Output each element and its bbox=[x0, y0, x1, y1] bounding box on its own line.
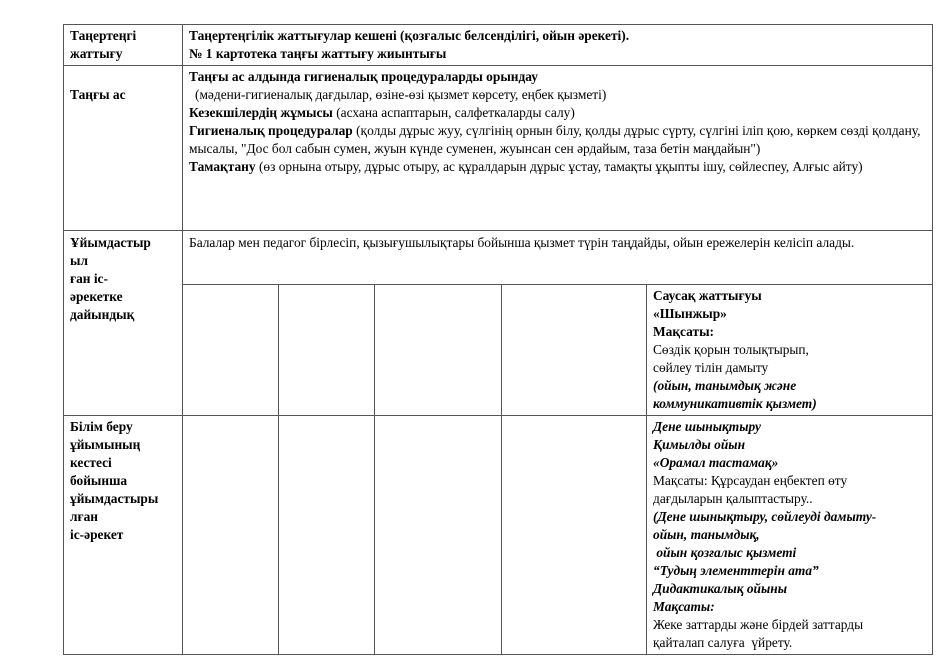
label-organized-activity: Білім беру ұйымының кестесі бойынша ұйымдастыры лған іс-әрекет bbox=[64, 416, 183, 655]
empty-cell bbox=[375, 285, 502, 416]
finger-exercise-goal: Сөздік қорын толықтырып, bbox=[653, 342, 809, 357]
activity-line: Жеке заттарды және бірдей заттарды bbox=[653, 617, 864, 632]
row-preparation-activities bbox=[64, 285, 933, 416]
activity-line: дағдыларын қалыптастыру.. bbox=[653, 491, 813, 506]
activity-line: «Орамал тастамақ» bbox=[653, 455, 779, 470]
breakfast-eating: Тамақтану (өз орнына отыру, дұрыс отыру, ас құралдарын дұрыс ұстау, тамақты ұқыпты ішу, сөйлеспеу, Алғыс айту) bbox=[189, 159, 863, 174]
finger-exercise-title: Саусақ жаттығуы bbox=[653, 288, 762, 303]
activity-line: Дидактикалық ойыны bbox=[653, 581, 788, 596]
label-preparation: Ұйымдастыр ыл ған іс- әрекетке дайындық bbox=[64, 231, 183, 416]
activity-line: Мақсаты: bbox=[653, 599, 715, 614]
finger-exercise-activity: (ойын, танымдық және bbox=[653, 378, 797, 393]
finger-exercise-name: «Шынжыр» bbox=[653, 306, 727, 321]
activity-line: Қимылды ойын bbox=[653, 437, 746, 452]
empty-cell bbox=[502, 285, 647, 416]
breakfast-hygiene-heading: Таңғы ас алдында гигиеналық процедураларды орындау bbox=[189, 69, 538, 84]
organized-activity-cell bbox=[647, 416, 933, 655]
preparation-text: Балалар мен педагог бірлесіп, қызығушылықтары бойынша қызмет түрін таңдайды, ойын ережелерін келісіп алады. bbox=[183, 231, 933, 285]
empty-cell bbox=[279, 416, 375, 655]
label-morning-exercise: Таңертеңгі жаттығу bbox=[64, 25, 183, 66]
activity-line: Дене шынықтыру bbox=[653, 419, 761, 434]
row-preparation bbox=[64, 231, 933, 285]
activity-line: “Тудың элементтерін ата” bbox=[653, 563, 819, 578]
finger-exercise-goal-label: Мақсаты: bbox=[653, 324, 714, 339]
morning-exercise-title: Таңертеңгілік жаттығулар кешені (қозғалыс белсенділігі, ойын әрекеті). bbox=[189, 28, 630, 43]
breakfast-duty: Кезекшілердің жұмысы (асхана аспаптарын, салфеткаларды салу) bbox=[189, 105, 575, 120]
row-organized-activity bbox=[64, 416, 933, 655]
label-breakfast: Таңғы ас bbox=[64, 66, 183, 231]
empty-cell bbox=[183, 416, 279, 655]
breakfast-hygiene-skills: (мәдени-гигиеналық дағдылар, өзіне-өзі қызмет көрсету, еңбек қызметі) bbox=[195, 87, 607, 102]
morning-exercise-content bbox=[183, 25, 933, 66]
finger-exercise-cell bbox=[647, 285, 933, 416]
activity-line: ойын қозғалыс қызметі bbox=[653, 545, 797, 560]
row-breakfast bbox=[64, 66, 933, 231]
finger-exercise-goal: сөйлеу тілін дамыту bbox=[653, 360, 769, 375]
activity-line: (Дене шынықтыру, сөйлеуді дамыту- bbox=[653, 509, 877, 524]
activity-line: Мақсаты: Құрсаудан еңбектеп өту bbox=[653, 473, 848, 488]
finger-exercise-activity: коммуникативтік қызмет) bbox=[653, 396, 817, 411]
row-morning-exercise bbox=[64, 25, 933, 66]
empty-cell bbox=[375, 416, 502, 655]
morning-exercise-subtitle: № 1 картотека таңғы жаттығу жиынтығы bbox=[189, 46, 447, 61]
empty-cell bbox=[502, 416, 647, 655]
empty-cell bbox=[279, 285, 375, 416]
breakfast-hygiene-procedures: Гигиеналық процедуралар (қолды дұрыс жуу, сүлгінің орнын білу, қолды дұрыс сүрту, сүлгіні іліп қою, көркем сөзді қолдану, мысалы, "Дос бол сабын сумен, жуын күнде суменен, жуынсан сен әрдайым, таза бетін маңдайын") bbox=[189, 123, 921, 156]
breakfast-content bbox=[183, 66, 933, 231]
activity-line: қайталап салуға үйрету. bbox=[653, 635, 793, 650]
empty-cell bbox=[183, 285, 279, 416]
daily-plan-table bbox=[63, 24, 933, 655]
activity-line: ойын, танымдық, bbox=[653, 527, 760, 542]
